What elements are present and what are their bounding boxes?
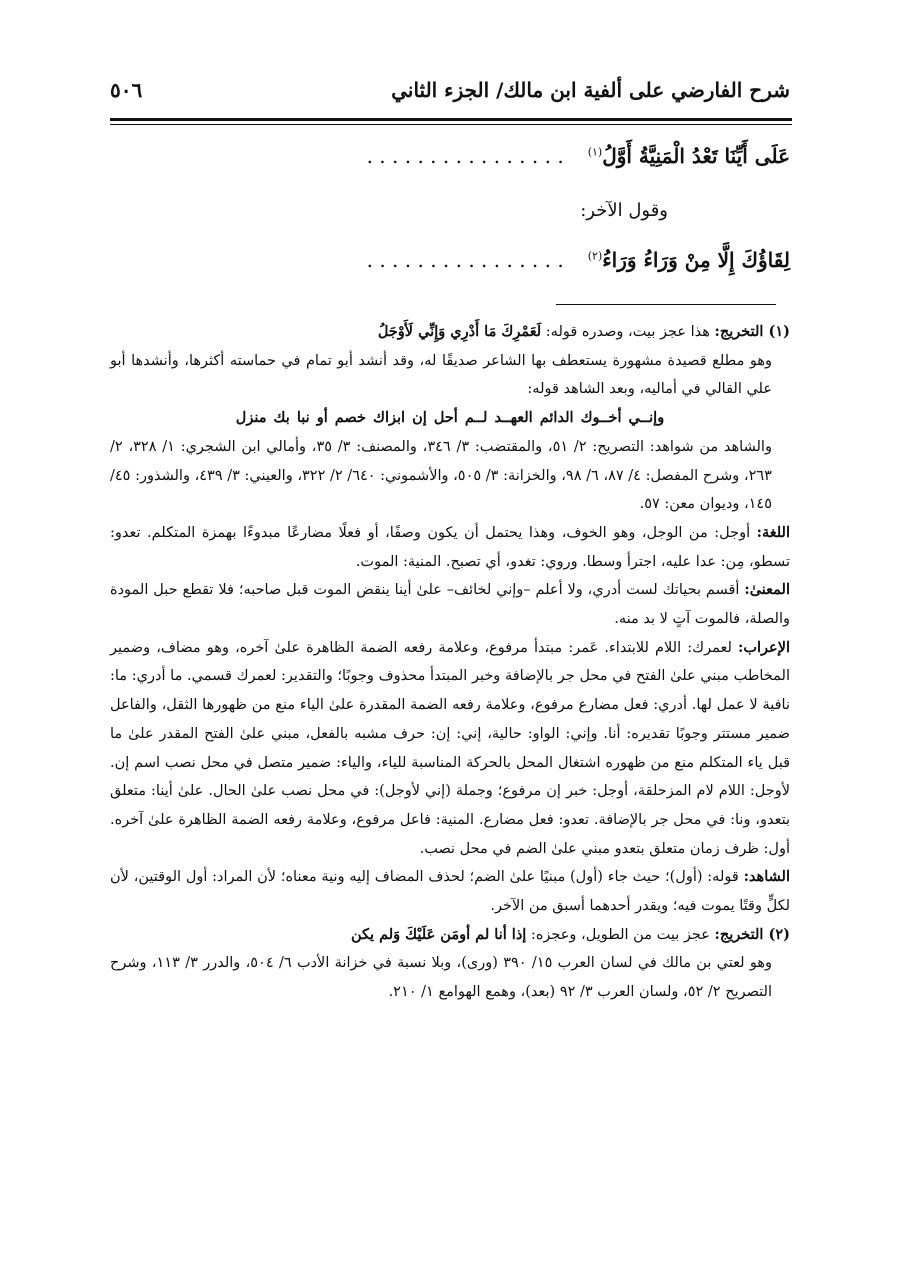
- page-number: ٥٠٦: [110, 78, 143, 102]
- verse-line-1: [150, 144, 790, 168]
- header-rule-thin: [110, 124, 792, 125]
- footnote-2-ajuz: إذا أنا لم أومَن عَلَيْكَ وَلم يكن: [350, 925, 527, 943]
- footnote-ref-2: (٢): [587, 249, 603, 263]
- footnote-1-source: وهو مطلع قصيدة مشهورة يستعطف بها الشاعر صديقًا له، وقد أنشد أبو تمام في حماسته أكثرها، وأنشدها أبو علي القالي في أماليه، وبعد الشاهد قوله:: [110, 352, 772, 398]
- shahid-label: الشاهد:: [743, 868, 790, 886]
- footnote-1-shawahid: والشاهد من شواهد: التصريح: ٢/ ٥١، والمقتضب: ٣/ ٣٤٦، والمصنف: ٣/ ٣٥، وأمالي ابن الشجري: ١/ ٣٢٨، ٢/ ٢٦٣، وشرح المفصل: ٤/ ٨٧، ٦/ ٩٨، والخزانة: ٣/ ٥٠٥، والأشموني: ٦٤٠/ ٢/ ٣٢٢، والعيني: ٣/ ٤٣٩، والشذور: ٤٥/ ١٤٥، وديوان معن: ٥٧.: [110, 438, 772, 513]
- footnote-2-source: وهو لعتي بن مالك في لسان العرب ١٥/ ٣٩٠ (وری)، وبلا نسبة في خزانة الأدب ٦/ ٥٠٤، والدرر ٣/ ١١٣، وشرح التصريح ٢/ ٥٢، ولسان العرب ٣/ ٩٢ (بعد)، وهمع الهوامع ١/ ٢١٠.: [110, 955, 772, 1001]
- footnote-1-shahid: [110, 863, 790, 920]
- footnote-1-intro: هذا عجز بيت، وصدره قوله:: [541, 324, 715, 340]
- shahid-text: قوله: (أول)؛ حيث جاء (أول) مبنيًا علىٰ الضم؛ لحذف المضاف إليه ونية معناه؛ لأن المراد: أول الوقتين، لأن لكلٍّ وقتًا يموت فيه؛ ويقدر أحدهما أسبق من الآخر.: [110, 869, 790, 915]
- other-saying-label: وقول الآخر:: [580, 200, 668, 221]
- irab-label: الإعراب:: [738, 638, 790, 656]
- footnote-1-irab: [110, 634, 790, 864]
- header-rule-thick: [110, 118, 792, 121]
- verse-2-text: لِقَاؤُكَ إِلَّا مِنْ وَرَاءُ وَرَاءُ: [602, 248, 790, 272]
- footnote-1-mana: [110, 576, 790, 633]
- verse-line-2: [150, 248, 790, 272]
- footnote-2-label: (٢) التخريج:: [714, 925, 790, 943]
- footnote-1-lugha: [110, 519, 790, 576]
- header-title: شرح الفارضي على ألفية ابن مالك/ الجزء الثاني: [391, 78, 790, 102]
- footnotes: [110, 318, 790, 1007]
- verse-1-dots: . . . . . . . . . . . . . . . .: [366, 144, 564, 168]
- lugha-text: أوجل: من الوجل، وهو الخوف، وهذا يحتمل أن يكون وصفًا، أو فعلًا مضارعًا مبدوءًا بهمزة المتكلم. تعدو: تسطو، مِن: عدا عليه، اجترأ وسطا. وروي: تغدو، أي تصبح. المنية: الموت.: [110, 524, 790, 570]
- footnote-1-heading: [110, 318, 790, 347]
- footnote-ref-1: (١): [587, 145, 603, 159]
- verse-1-text: عَلَى أَيِّنَا تَعْدُ الْمَنِيَّةُ أَوَّلُ: [602, 144, 790, 168]
- mana-text: أقسم بحياتك لست أدري، ولا أعلم –وإني لخائف– علىٰ أينا ينقض الموت قبل صاحبه؛ فلا تقطع حبل المودة والصلة، فالموت آتٍ لا بد منه.: [110, 582, 790, 628]
- footnote-2-heading: [110, 921, 790, 950]
- footnote-separator: [556, 304, 776, 305]
- footnote-1-sadr: لَعَمْرِكَ مَا أَدْرِي وَإِنِّي لَأَوْجَلُ: [377, 323, 542, 340]
- lugha-label: اللغة:: [756, 523, 790, 541]
- footnote-2-intro: عجز بيت من الطويل، وعجزه:: [526, 926, 715, 943]
- verse-2-dots: . . . . . . . . . . . . . . . .: [366, 248, 564, 272]
- running-header: [110, 74, 790, 110]
- irab-text: لعمرك: اللام للابتداء. عَمر: مبتدأ مرفوع، وعلامة رفعه الضمة الظاهرة علىٰ آخره، وهو مضاف، وضمير المخاطب مبني علىٰ الفتح في محل جر بالإضافة وخبر المبتدأ محذوف وجوبًا؛ والتقدير: لعمرك قسمي. ما أدري: ما: نافية لا عمل لها. أدري: فعل مضارع مرفوع، وعلامة رفعه الضمة المقدرة علىٰ الياء منع من ظهورها الثقل، والفاعل ضمير مستتر وجوبًا تقديره: أنا. وإني: الواو: حالية، إني: إن: حرف مشبه بالفعل، مبني علىٰ الفتح المقدر علىٰ ما قبل ياء المتكلم منع من ظهوره اشتغال المحل بالحركة المناسبة للياء، والياء: ضمير متصل في محل نصب اسم إن. لأوجل: اللام لام المزحلقة، أوجل: خبر إن مرفوع؛ وجملة (إني لأوجل): في محل نصب علىٰ الحال. علىٰ أينا: متعلق بتعدو، ونا: في محل جر بالإضافة. تعدو: فعل مضارع. المنية: فاعل مرفوع، وعلامة رفعه الضمة الظاهرة علىٰ آخره. أول: ظرف زمان متعلق بتعدو مبني علىٰ الضم في محل نصب.: [110, 639, 790, 857]
- mana-label: المعنىٰ:: [744, 581, 790, 599]
- footnote-1-poem: وإنــي أخــوك الدائم العهــد لــم أحل إن ابزاك خصم أو نبا بك منزل: [235, 409, 665, 427]
- footnote-1-label: (١) التخريج:: [714, 323, 790, 340]
